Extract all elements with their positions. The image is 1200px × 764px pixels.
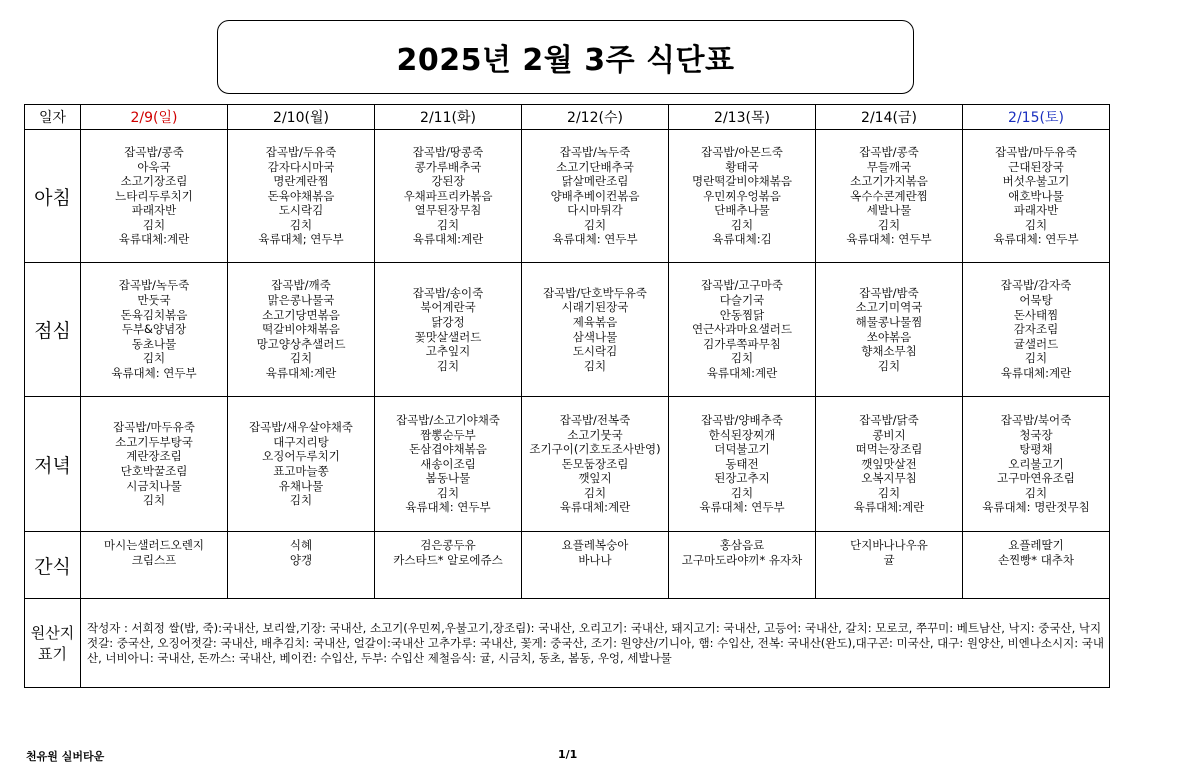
menu-item: 잡곡밥/콩죽 xyxy=(859,144,919,159)
menu-item: 김치 xyxy=(583,485,607,500)
menu-item: 홍삼음료 xyxy=(719,538,765,552)
menu-item: 맑은콩나물국 xyxy=(267,293,335,308)
menu-item: 세발나물 xyxy=(866,203,912,218)
menu-item: 망고양상추샐러드 xyxy=(256,336,346,351)
menu-item: 잡곡밥/양배추죽 xyxy=(701,412,783,427)
menu-item: 잡곡밥/깨죽 xyxy=(271,278,331,293)
menu-item: 아욱국 xyxy=(137,159,171,174)
meal-label-dinner: 저녁 xyxy=(25,397,81,532)
menu-item: 잡곡밥/땅콩죽 xyxy=(412,144,484,159)
menu-item: 고추잎지 xyxy=(425,344,471,359)
menu-item: 잡곡밥/마두유죽 xyxy=(995,144,1077,159)
date-header-label: 일자 xyxy=(25,105,81,130)
menu-item: 동초나물 xyxy=(131,336,177,351)
menu-cell-dinner-0 xyxy=(81,397,228,532)
origin-label: 원산지 표기 xyxy=(25,599,81,688)
menu-cell-snack-2 xyxy=(375,532,522,599)
meal-label-snack: 간식 xyxy=(25,532,81,599)
menu-item: 대구지리탕 xyxy=(273,434,329,449)
footer-page-number: 1/1 xyxy=(558,748,578,761)
menu-item: 육류대체:계란 xyxy=(559,500,631,515)
menu-item: 김치 xyxy=(289,217,313,232)
menu-item: 쏘야볶음 xyxy=(866,329,912,344)
menu-item: 다시마튀각 xyxy=(567,203,623,218)
menu-item: 콩비지 xyxy=(872,427,906,442)
menu-item: 돈육야채볶음 xyxy=(267,188,335,203)
menu-item: 잡곡밥/아몬드죽 xyxy=(701,144,783,159)
meal-label-breakfast: 아침 xyxy=(25,130,81,263)
menu-item: 양갱 xyxy=(289,552,313,567)
menu-item: 안동찜닭 xyxy=(719,307,765,322)
menu-cell-breakfast-0 xyxy=(81,130,228,263)
menu-item: 연근사과마요샐러드 xyxy=(692,322,792,337)
menu-item: 두부&양념장 xyxy=(121,322,187,337)
menu-item: 삼색나물 xyxy=(572,329,618,344)
menu-item: 깻잎맛살전 xyxy=(861,456,917,471)
menu-item: 김치 xyxy=(877,217,901,232)
menu-item: 식혜 xyxy=(289,538,313,552)
menu-item: 육류대체: 연두부 xyxy=(111,365,197,380)
menu-item: 옥수수콘계란찜 xyxy=(850,188,928,203)
menu-item: 김치 xyxy=(142,217,166,232)
menu-cell-dinner-1 xyxy=(228,397,375,532)
menu-item: 오복지무침 xyxy=(861,471,917,486)
menu-item: 소고기단배추국 xyxy=(556,159,634,174)
menu-item: 애호박나물 xyxy=(1008,188,1064,203)
menu-item: 단호박꿀조림 xyxy=(120,464,188,478)
menu-item: 도시락김 xyxy=(278,203,324,218)
menu-cell-lunch-3 xyxy=(522,263,669,397)
menu-item: 김치 xyxy=(142,493,166,508)
menu-item: 콩가루배추국 xyxy=(414,159,482,174)
day-header-sat: 2/15(토) xyxy=(963,105,1110,130)
menu-item: 오징어두루치기 xyxy=(262,449,340,464)
menu-cell-lunch-2 xyxy=(375,263,522,397)
menu-item: 김치 xyxy=(730,485,754,500)
menu-cell-snack-3 xyxy=(522,532,669,599)
menu-item: 잡곡밥/단호박두유죽 xyxy=(543,285,647,300)
menu-cell-lunch-1 xyxy=(228,263,375,397)
menu-item: 닭살메란조림 xyxy=(561,174,629,189)
menu-item: 잡곡밥/밤죽 xyxy=(859,285,919,300)
menu-item: 고구마연유조림 xyxy=(997,471,1075,486)
menu-item: 김치 xyxy=(289,493,313,508)
menu-item: 파래자반 xyxy=(131,203,177,218)
menu-item: 우민찌우엉볶음 xyxy=(703,188,781,203)
menu-item: 된장고추지 xyxy=(714,471,770,486)
menu-item: 소고기가지볶음 xyxy=(850,174,928,189)
menu-item: 김치 xyxy=(436,217,460,232)
menu-item: 황태국 xyxy=(725,159,759,174)
menu-item: 육류대체: 연두부 xyxy=(699,500,785,515)
menu-item: 육류대체:계란 xyxy=(853,500,925,515)
menu-cell-snack-1 xyxy=(228,532,375,599)
menu-item: 육류대체: 연두부 xyxy=(405,500,491,515)
menu-item: 만둣국 xyxy=(137,293,171,308)
menu-item: 김치 xyxy=(436,358,460,373)
menu-item: 육류대체: 명란젓무침 xyxy=(982,500,1090,515)
snack-row xyxy=(25,532,1110,599)
menu-item: 꽃맛살샐러드 xyxy=(414,329,482,344)
menu-item: 소고기당면볶음 xyxy=(262,307,340,322)
menu-item: 시래기된장국 xyxy=(561,300,629,315)
menu-item: 깻잎지 xyxy=(578,471,612,486)
menu-item: 육류대체: 연두부 xyxy=(993,232,1079,247)
menu-item: 향채소무침 xyxy=(861,344,917,359)
menu-item: 잡곡밥/새우살야채죽 xyxy=(249,420,353,435)
menu-item: 돈사태찜 xyxy=(1013,307,1059,322)
menu-item: 마시는샐러드오렌지 xyxy=(104,538,204,552)
menu-cell-snack-0 xyxy=(81,532,228,599)
menu-item: 어묵탕 xyxy=(1019,293,1053,308)
menu-item: 귤 xyxy=(883,552,895,567)
menu-item: 육류대체: 연두부 xyxy=(846,232,932,247)
menu-item: 요플레딸기 xyxy=(1008,538,1064,552)
menu-cell-dinner-2 xyxy=(375,397,522,532)
menu-item: 김치 xyxy=(1024,485,1048,500)
menu-item: 잡곡밥/북어죽 xyxy=(1000,412,1072,427)
menu-item: 닭강정 xyxy=(431,314,465,329)
menu-item: 제육볶음 xyxy=(572,314,618,329)
menu-item: 오리불고기 xyxy=(1008,456,1064,471)
meal-label-lunch: 점심 xyxy=(25,263,81,397)
menu-table xyxy=(24,104,1110,688)
menu-item: 김치 xyxy=(730,217,754,232)
menu-item: 잡곡밥/고구마죽 xyxy=(701,278,783,293)
menu-item: 손찐빵* 대추차 xyxy=(997,552,1075,567)
menu-item: 요플레복숭아 xyxy=(561,538,629,552)
menu-item: 명란계란찜 xyxy=(273,174,329,189)
origin-text: 작성자 : 서희정 쌀(밥, 죽):국내산, 보리쌀,기장: 국내산, 소고기(우민찌,우불고기,장조림): 국내산, 오리고기: 국내산, 돼지고기: 국내산, 고등어: 국내산, 갈치: 모로코, 쭈꾸미: 베트남산, 낙지: 중국산, 낙지젓갈: 중국산, 오징어젓갈: 국내산, 배추김치: 국내산, 얼갈이:국내산 고추가루: 국내산, 꽃게: 중국산, 조기: 원양산/기니아, 햄: 수입산, 전복: 국내산(완도),대구곤: 미국산, 대구: 원양산, 비엔나소시지: 국내산, 너비아니: 국내산, 돈까스: 국내산, 베이컨: 수입산, 두부: 수입산 제철음식: 귤, 시금치, 동초, 봄동, 우엉, 세발나물 xyxy=(81,599,1110,688)
menu-item: 육류대체:계란 xyxy=(265,365,337,380)
menu-cell-breakfast-2 xyxy=(375,130,522,263)
menu-item: 떠먹는장조림 xyxy=(855,442,923,457)
menu-item: 유채나물 xyxy=(278,478,324,493)
menu-cell-breakfast-1 xyxy=(228,130,375,263)
menu-item: 열무된장무침 xyxy=(414,203,482,218)
menu-item: 잡곡밥/전복죽 xyxy=(559,412,631,427)
menu-item: 새송이조림 xyxy=(420,456,476,471)
menu-item: 우채파프리카볶음 xyxy=(403,188,493,203)
menu-item: 김치 xyxy=(436,485,460,500)
menu-item: 표고마늘쫑 xyxy=(273,464,329,478)
menu-item: 김치 xyxy=(877,358,901,373)
menu-item: 잡곡밥/콩죽 xyxy=(124,144,184,159)
menu-cell-breakfast-6 xyxy=(963,130,1110,263)
origin-row xyxy=(25,599,1110,688)
menu-cell-breakfast-4 xyxy=(669,130,816,263)
menu-item: 육류대체: 연두부 xyxy=(552,232,638,247)
menu-item: 육류대체:계란 xyxy=(118,232,190,247)
menu-item: 돈모둠장조림 xyxy=(561,456,629,471)
menu-item: 검은콩두유 xyxy=(420,538,476,552)
breakfast-row xyxy=(25,130,1110,263)
menu-item: 계란장조림 xyxy=(126,449,182,464)
menu-item: 시금치나물 xyxy=(126,478,182,493)
menu-item: 북어계란국 xyxy=(420,300,476,315)
menu-item: 김치 xyxy=(289,351,313,366)
menu-item: 김치 xyxy=(877,485,901,500)
footer-org: 천유원 실버타운 xyxy=(26,750,105,763)
menu-item: 소고기두부탕국 xyxy=(115,434,193,449)
menu-item: 청국장 xyxy=(1019,427,1053,442)
day-header-wed: 2/12(수) xyxy=(522,105,669,130)
menu-item: 돈삼겹야채볶음 xyxy=(409,442,487,457)
header-row xyxy=(25,105,1110,130)
menu-cell-snack-6 xyxy=(963,532,1110,599)
menu-item: 육류대체; 연두부 xyxy=(258,232,344,247)
menu-item: 잡곡밥/감자죽 xyxy=(1000,278,1072,293)
menu-item: 잡곡밥/마두유죽 xyxy=(113,420,195,435)
menu-item: 소고기장조림 xyxy=(120,174,188,189)
menu-item: 다슬기국 xyxy=(719,293,765,308)
menu-item: 소고기뭇국 xyxy=(567,427,623,442)
menu-item: 잡곡밥/두유죽 xyxy=(265,144,337,159)
menu-item: 감자다시마국 xyxy=(267,159,335,174)
menu-item: 해물콩나물찜 xyxy=(855,314,923,329)
menu-item: 동태전 xyxy=(725,456,759,471)
menu-cell-dinner-5 xyxy=(816,397,963,532)
menu-item: 육류대체:계란 xyxy=(706,365,778,380)
menu-cell-breakfast-5 xyxy=(816,130,963,263)
menu-item: 잡곡밥/녹두죽 xyxy=(118,278,190,293)
lunch-row xyxy=(25,263,1110,397)
menu-item: 김치 xyxy=(730,351,754,366)
menu-cell-lunch-6 xyxy=(963,263,1110,397)
menu-item: 고구마도라야끼* 유자차 xyxy=(681,552,803,567)
menu-cell-lunch-5 xyxy=(816,263,963,397)
menu-item: 김치 xyxy=(1024,217,1048,232)
menu-item: 도시락김 xyxy=(572,344,618,359)
page-title: 2025년 2월 3주 식단표 xyxy=(396,43,735,78)
menu-item: 조기구이(기호도조사반영) xyxy=(529,442,661,457)
day-header-sun: 2/9(일) xyxy=(81,105,228,130)
menu-item: 짬뽕순두부 xyxy=(420,427,476,442)
dinner-row xyxy=(25,397,1110,532)
menu-item: 카스타드* 알로에쥬스 xyxy=(393,552,503,567)
menu-item: 파래자반 xyxy=(1013,203,1059,218)
title-box xyxy=(217,20,914,94)
menu-item: 김치 xyxy=(142,351,166,366)
menu-item: 강된장 xyxy=(431,174,465,189)
menu-item: 한식된장찌개 xyxy=(708,427,776,442)
menu-cell-dinner-6 xyxy=(963,397,1110,532)
menu-item: 감자조림 xyxy=(1013,322,1059,337)
menu-cell-breakfast-3 xyxy=(522,130,669,263)
menu-item: 탕평채 xyxy=(1019,442,1053,457)
menu-item: 단배추나물 xyxy=(714,203,770,218)
menu-item: 잡곡밥/녹두죽 xyxy=(559,144,631,159)
menu-item: 소고기미역국 xyxy=(855,300,923,315)
menu-item: 김치 xyxy=(583,217,607,232)
menu-item: 무들깨국 xyxy=(866,159,912,174)
day-header-thu: 2/13(목) xyxy=(669,105,816,130)
menu-item: 바나나 xyxy=(578,552,612,567)
menu-item: 봄동나물 xyxy=(425,471,471,486)
menu-item: 느타리두루치기 xyxy=(115,188,193,203)
menu-cell-dinner-3 xyxy=(522,397,669,532)
menu-item: 귤샐러드 xyxy=(1013,336,1059,351)
menu-cell-lunch-0 xyxy=(81,263,228,397)
menu-item: 김치 xyxy=(1024,351,1048,366)
menu-item: 김치 xyxy=(583,358,607,373)
menu-item: 떡갈비야채볶음 xyxy=(262,322,340,337)
menu-item: 육류대체:김 xyxy=(712,232,772,247)
menu-cell-snack-4 xyxy=(669,532,816,599)
menu-item: 크림스프 xyxy=(131,552,177,567)
menu-item: 육류대체:계란 xyxy=(412,232,484,247)
menu-item: 잡곡밥/소고기야채죽 xyxy=(396,412,500,427)
menu-item: 잡곡밥/닭죽 xyxy=(859,412,919,427)
day-header-mon: 2/10(월) xyxy=(228,105,375,130)
menu-item: 더덕불고기 xyxy=(714,442,770,457)
menu-item: 근대된장국 xyxy=(1008,159,1064,174)
menu-item: 단지바나나우유 xyxy=(850,538,928,552)
menu-item: 돈육김치볶음 xyxy=(120,307,188,322)
menu-item: 명란떡갈비야채볶음 xyxy=(692,174,792,189)
menu-cell-snack-5 xyxy=(816,532,963,599)
day-header-fri: 2/14(금) xyxy=(816,105,963,130)
day-header-tue: 2/11(화) xyxy=(375,105,522,130)
menu-item: 버섯우불고기 xyxy=(1002,174,1070,189)
menu-item: 양배추베이컨볶음 xyxy=(550,188,640,203)
menu-cell-lunch-4 xyxy=(669,263,816,397)
menu-cell-dinner-4 xyxy=(669,397,816,532)
menu-item: 잡곡밥/송이죽 xyxy=(412,285,484,300)
menu-item: 육류대체:계란 xyxy=(1000,365,1072,380)
menu-item: 김가루쪽파무침 xyxy=(703,336,781,351)
